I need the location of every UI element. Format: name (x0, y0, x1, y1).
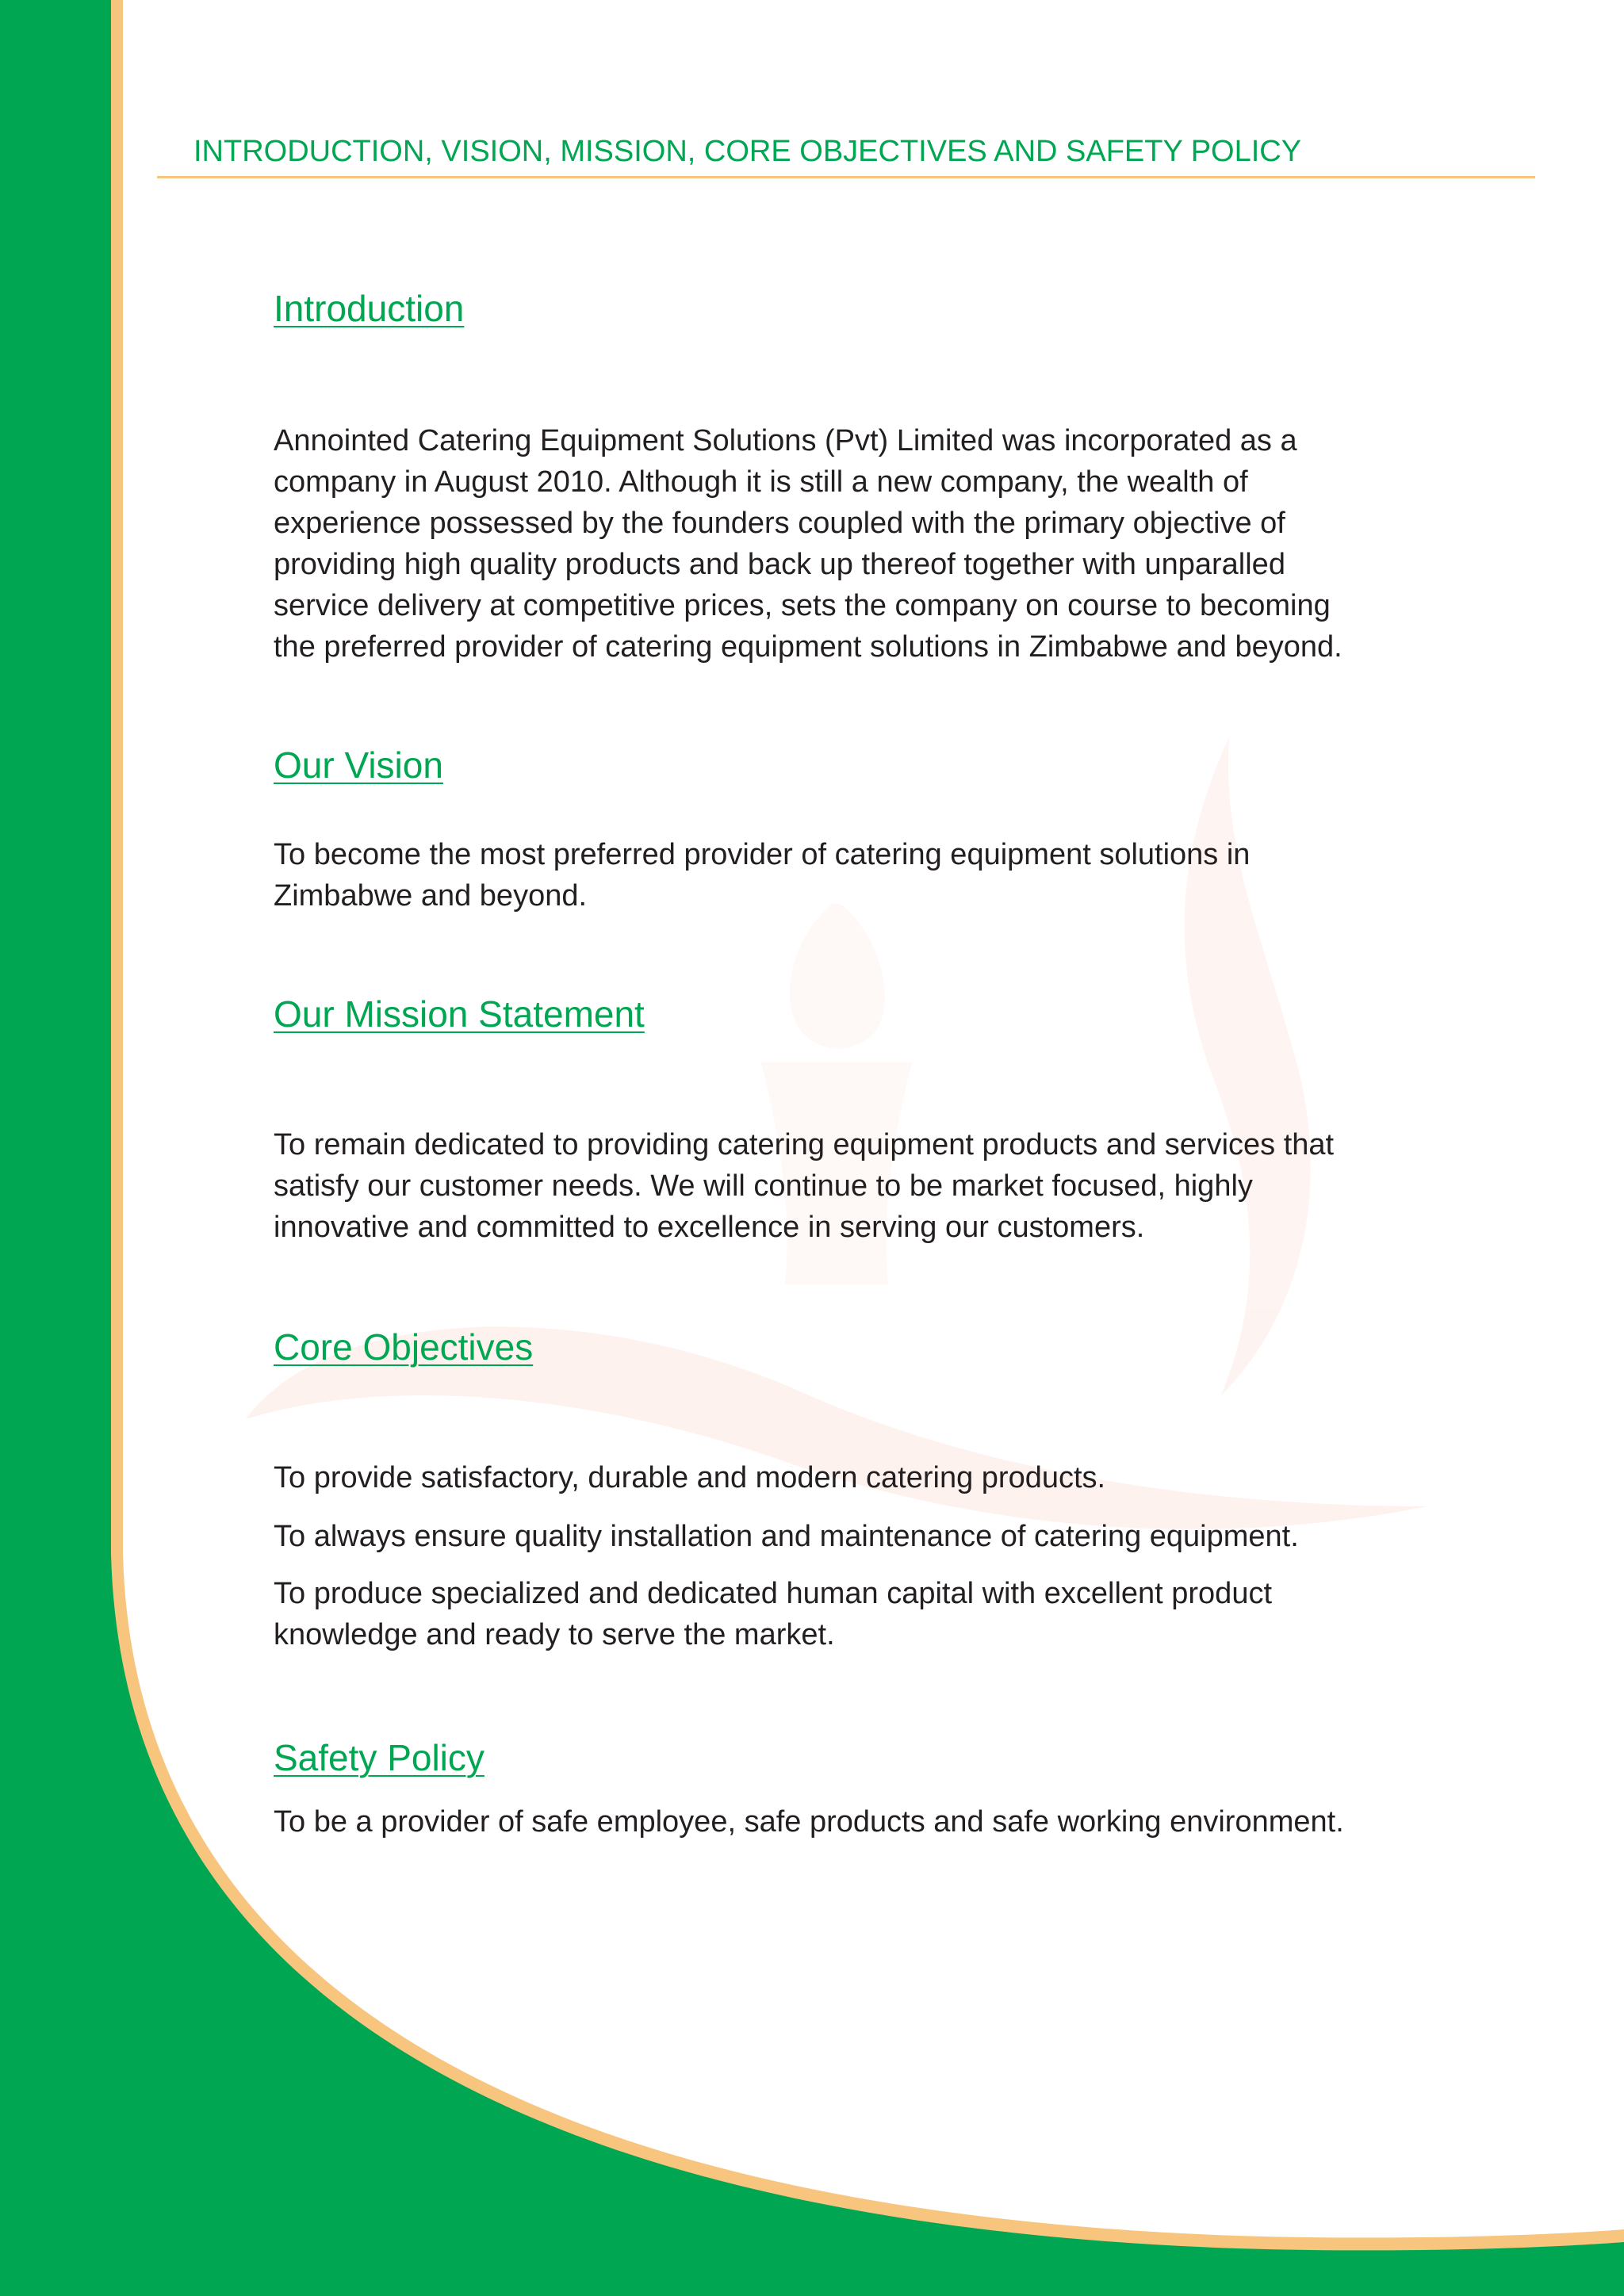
text-line: the preferred provider of catering equipment solutions in Zimbabwe and beyond. (274, 630, 1342, 664)
core-objectives-heading: Core Objectives (274, 1326, 534, 1368)
text-line: providing high quality products and back up thereof together with unparalled (274, 548, 1285, 581)
text-line: knowledge and ready to serve the market. (274, 1618, 835, 1651)
mission-heading: Our Mission Statement (274, 993, 645, 1035)
text-line: innovative and committed to excellence in serving our customers. (274, 1211, 1145, 1244)
objective-item (274, 1457, 1439, 1498)
page-header (157, 127, 1535, 178)
text-line: Annointed Catering Equipment Solutions (Pvt) Limited was incorporated as a (274, 424, 1297, 457)
objective-item (274, 1516, 1439, 1557)
vision-heading: Our Vision (274, 744, 443, 786)
page-header-title: INTRODUCTION, VISION, MISSION, CORE OBJECTIVES AND SAFETY POLICY (193, 135, 1302, 168)
text-line: To be a provider of safe employee, safe products and safe working environment. (274, 1805, 1344, 1839)
text-line: To become the most preferred provider of catering equipment solutions in (274, 838, 1251, 871)
text-line: Zimbabwe and beyond. (274, 879, 588, 913)
text-line: service delivery at competitive prices, sets the company on course to becoming (274, 589, 1331, 622)
text-line: To produce specialized and dedicated human capital with excellent product (274, 1577, 1273, 1610)
mission-paragraph (274, 1124, 1439, 1248)
objective-item (274, 1573, 1439, 1655)
introduction-paragraph (274, 420, 1439, 668)
text-line: To always ensure quality installation and maintenance of catering equipment. (274, 1520, 1299, 1553)
safety-policy-heading: Safety Policy (274, 1737, 485, 1778)
text-line: To remain dedicated to providing catering equipment products and services that (274, 1128, 1335, 1161)
introduction-heading: Introduction (274, 288, 465, 329)
text-line: To provide satisfactory, durable and modern catering products. (274, 1461, 1106, 1494)
text-line: company in August 2010. Although it is still a new company, the wealth of (274, 465, 1248, 499)
text-line: satisfy our customer needs. We will continue to be market focused, highly (274, 1169, 1253, 1203)
text-line: experience possessed by the founders coupled with the primary objective of (274, 507, 1285, 540)
vision-paragraph (274, 834, 1439, 916)
safety-paragraph (274, 1801, 1439, 1843)
